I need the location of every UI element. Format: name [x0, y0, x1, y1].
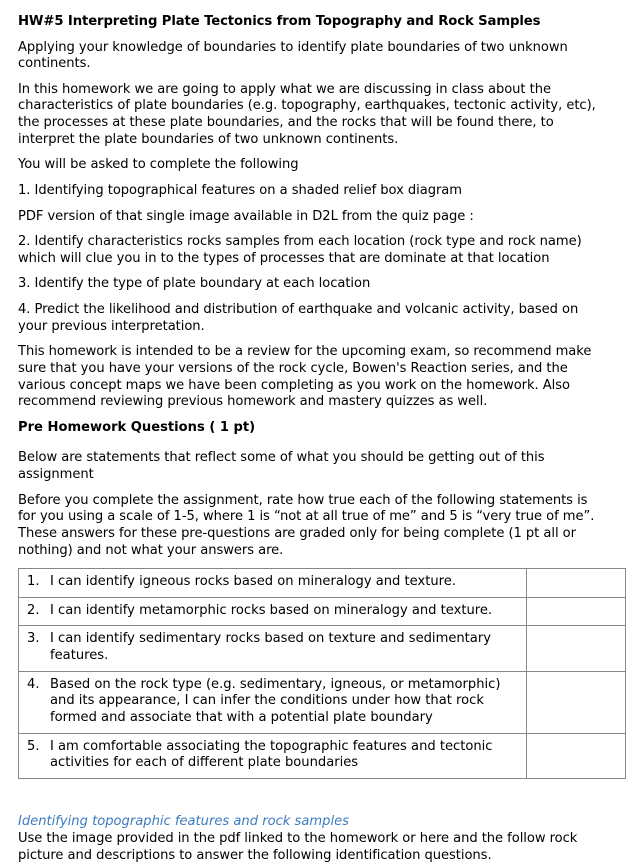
question-statement: I can identify metamorphic rocks based on mineralogy and texture.	[50, 602, 493, 618]
table-row	[19, 626, 626, 671]
section-heading-identifying-features: Identifying topographic features and rock samples	[18, 813, 349, 829]
task-item-3: 3. Identify the type of plate boundary at each location	[18, 276, 371, 292]
intro-paragraph-3: You will be asked to complete the following	[18, 157, 299, 173]
intro-paragraph-1: Applying your knowledge of boundaries to identify plate boundaries of two unknown continents.	[18, 39, 568, 72]
intro-paragraph-2: In this homework we are going to apply what we are discussing in class about the characteristics of plate boundaries (e.g. topography, earthquakes, tectonic activity, etc), the processes at these plate boundaries, and the rocks that will be found there, to interpret the plate boundaries of two unknown continents.	[18, 81, 596, 147]
review-note-paragraph: This homework is intended to be a review for the upcoming exam, so recommend make sure that you have your versions of the rock cycle, Bowen's Reaction series, and the various concept maps we have been completing as you work on the homework. Also recommend reviewing previous homework and mastery quizzes as well.	[18, 344, 592, 410]
question-statement: I am comfortable associating the topographic features and tectonic activities for each of different plate boundaries	[50, 738, 493, 771]
question-cell	[19, 569, 527, 598]
question-statement: I can identify igneous rocks based on mineralogy and texture.	[50, 574, 456, 590]
table-row	[19, 597, 626, 626]
answer-cell[interactable]	[527, 569, 626, 598]
answer-cell[interactable]	[527, 671, 626, 733]
pre-homework-intro: Below are statements that reflect some of what you should be getting out of this assignment	[18, 450, 545, 482]
question-cell	[19, 733, 527, 778]
table-row	[19, 733, 626, 778]
question-statement: Based on the rock type (e.g. sedimentary, igneous, or metamorphic) and its appearance, I can infer the conditions under how that rock formed and associate that with a potential plate boundary	[50, 676, 501, 725]
question-statement: I can identify sedimentary rocks based on texture and sedimentary features.	[50, 631, 491, 663]
task-item-4: 4. Predict the likelihood and distribution of earthquake and volcanic activity, based on your previous interpretation.	[18, 302, 579, 334]
table-row	[19, 671, 626, 733]
task-item-2: 2. Identify characteristics rocks samples from each location (rock type and rock name) which will clue you in to the types of processes that are dominate at that location	[18, 234, 582, 266]
pre-homework-heading: Pre Homework Questions ( 1 pt)	[18, 419, 256, 435]
table-row	[19, 569, 626, 598]
question-number: 5.	[27, 738, 40, 754]
question-number: 3.	[27, 631, 40, 647]
rating-instructions: Before you complete the assignment, rate how true each of the following statements is for you using a scale of 1-5, where 1 is “not at all true of me” and 5 is “very true of me”. These answers for these pre-questions are graded only for being complete (1 pt all or nothing) and not what your answers are.	[18, 492, 595, 558]
question-cell	[19, 597, 527, 626]
task-item-1: 1. Identifying topographical features on a shaded relief box diagram	[18, 182, 462, 198]
answer-cell[interactable]	[527, 733, 626, 778]
page-title: HW#5 Interpreting Plate Tectonics from Topography and Rock Samples	[18, 14, 541, 29]
closing-paragraph: Use the image provided in the pdf linked to the homework or here and the follow rock picture and descriptions to answer the following identification questions.	[18, 831, 578, 863]
question-cell	[19, 671, 527, 733]
question-cell	[19, 626, 527, 671]
answer-cell[interactable]	[527, 597, 626, 626]
question-number: 1.	[27, 574, 40, 590]
question-number: 2.	[27, 602, 40, 618]
pre-homework-questions-table	[18, 568, 626, 779]
answer-cell[interactable]	[527, 626, 626, 671]
pdf-note: PDF version of that single image available in D2L from the quiz page :	[18, 208, 474, 224]
question-number: 4.	[27, 676, 40, 692]
